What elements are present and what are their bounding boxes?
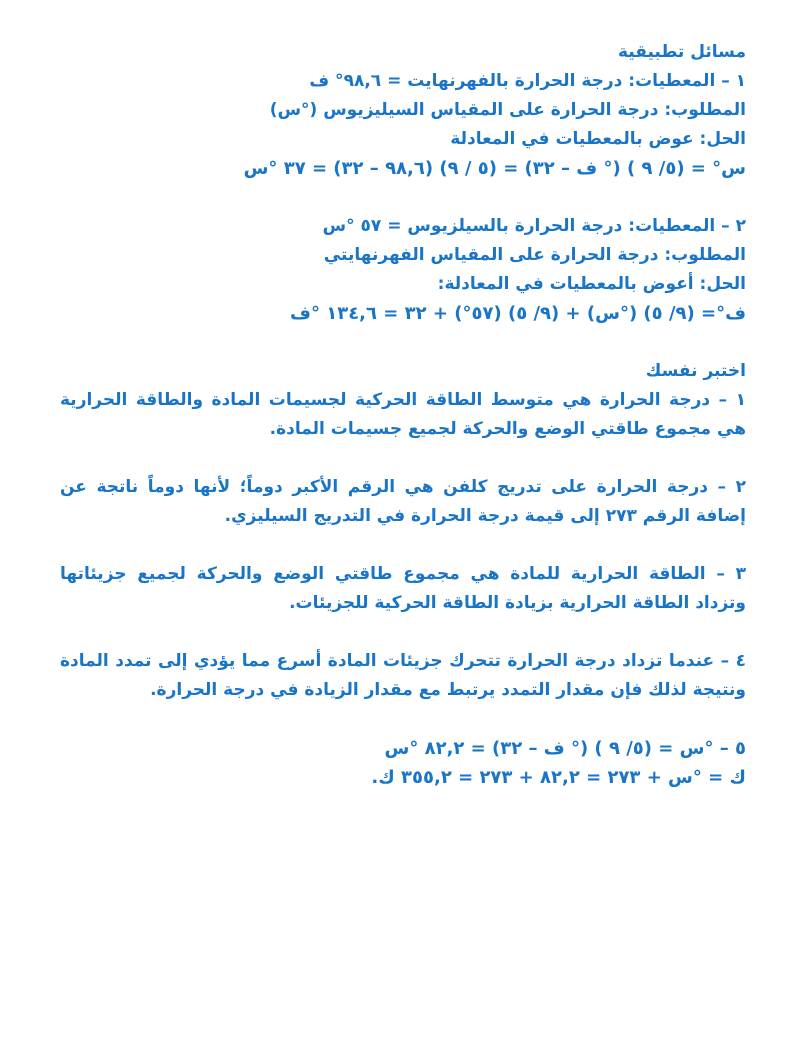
answer-2: ٢ – درجة الحرارة على تدريج كلفن هي الرقم الأكبر دوماً؛ لأنها دوماً ناتجة عن إضافة الرقم ٢٧٣ إلى قيمة درجة الحرارة في التدريج السيليزي. [60,477,746,526]
problem2-given: ٢ – المعطيات: درجة الحرارة بالسيلزيوس = ٥٧ °س [322,216,746,236]
spacer [60,444,746,473]
problem1-equation: س° = (٥/ ٩ ) (° ف – ٣٢) = (٥ / ٩) (٩٨,٦ – ٣٢) = ٣٧ °س [243,158,746,179]
problem1-required: المطلوب: درجة الحرارة على المقياس السيليزيوس (°س) [269,100,746,120]
spacer [60,531,746,560]
problem2-solution-label: الحل: أعوض بالمعطيات في المعادلة: [437,274,746,294]
spacer [60,183,746,212]
answer-5-line-2: ك = °س + ٢٧٣ = ٨٢,٢ + ٢٧٣ = ٣٥٥,٢ ك. [371,767,746,788]
problem1-solution-label: الحل: عوض بالمعطيات في المعادلة [450,129,746,149]
spacer [60,328,746,357]
problem2-equation: ف°= (٩/ ٥) (°س) + (٩/ ٥) (٥٧°) + ٣٢ = ١٣٤,٦ °ف [290,303,746,324]
answer-3: ٣ – الطاقة الحرارية للمادة هي مجموع طاقتي الوضع والحركة لجميع جزيئاتها وتزداد الطاقة الحرارية بزيادة الطاقة الحركية للجزيئات. [60,564,746,613]
spacer [60,618,746,647]
spacer [60,705,746,734]
problem1-given: ١ – المعطيات: درجة الحرارة بالفهرنهايت = ٩٨,٦° ف [309,71,746,91]
answer-4: ٤ – عندما تزداد درجة الحرارة تتحرك جزيئات المادة أسرع مما يؤدي إلى تمدد المادة ونتيجة لذلك فإن مقدار التمدد يرتبط مع مقدار الزيادة في درجة الحرارة. [60,651,746,700]
problem2-required: المطلوب: درجة الحرارة على المقياس الفهرنهايتي [323,245,746,265]
answer-1: ١ – درجة الحرارة هي متوسط الطاقة الحركية لجسيمات المادة والطاقة الحرارية هي مجموع طاقتي الوضع والحركة لجميع جسيمات المادة. [60,390,746,439]
section-title-applied-problems: مسائل تطبيقية [618,42,746,62]
section-title-test-yourself: اختبر نفسك [645,361,746,381]
answer-5-line-1: ٥ – °س = (٥/ ٩ ) (° ف – ٣٢) = ٨٢,٢ °س [384,738,746,759]
document-page [60,38,746,792]
